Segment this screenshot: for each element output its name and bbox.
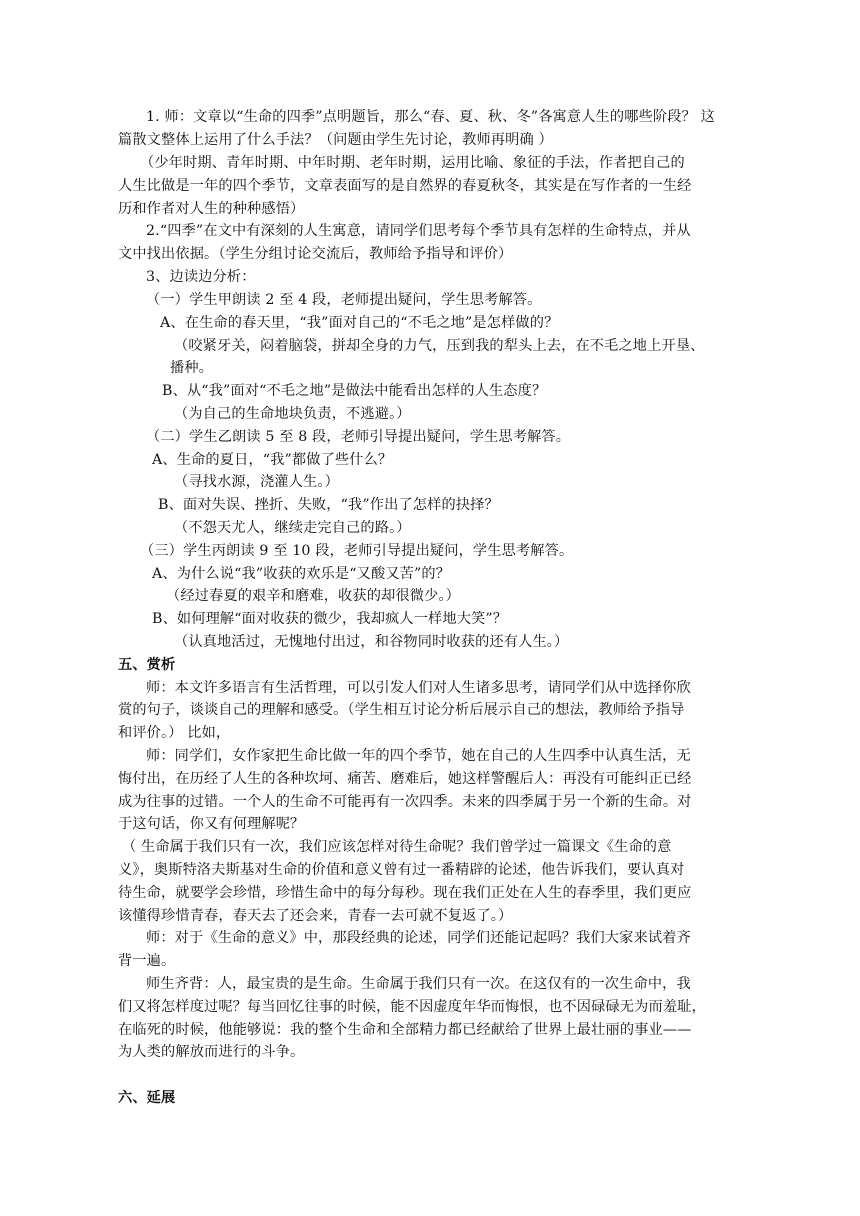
text-line: （为自己的生命地块负责，不逃避。） [174, 406, 411, 422]
text-line: （咬紧牙关，闷着脑袋，拼却全身的力气，压到我的犁头上去，在不毛之地上开垦、 [174, 338, 705, 354]
text-line: 该懂得珍惜青春，春天去了还会来，青春一去可就不复返了。） [118, 908, 513, 924]
text-line: 于这句话，你又有何理解呢？ [118, 816, 305, 832]
text-line: 人生比做是一年的四个季节，文章表面写的是自然界的春夏秋冬，其实是在写作者的一生经 [118, 178, 692, 194]
text-line: A、在生命的春天里，“我”面对自己的“不毛之地”是怎样做的？ [160, 315, 559, 331]
section-heading-extension: 六、延展 [118, 1090, 176, 1106]
text-line: B、如何理解“面对收获的微少，我却疯人一样地大笑”？ [152, 611, 508, 627]
text-line: 篇散文整体上运用了什么手法？（问题由学生先讨论，教师再明确 ） [118, 132, 553, 148]
text-line: 和评价。） 比如， [118, 725, 231, 741]
text-line: 师：同学们，女作家把生命比做一年的四个季节，她在自己的人生四季中认真生活，无 [146, 748, 691, 764]
text-line: 背一遍。 [118, 953, 176, 969]
text-line: 待生命，就要学会珍惜，珍惜生命中的每分每秒。现在我们正处在人生的春季里，我们更应 [118, 885, 692, 901]
text-line: （认真地活过，无愧地付出过，和谷物同时收获的还有人生。） [174, 634, 569, 650]
text-line: 义》，奥斯特洛夫斯基对生命的价值和意义曾有过一番精辟的论述，他告诉我们，要认真对 [118, 862, 685, 878]
text-line: （经过春夏的艰辛和磨难，收获的却很微少。） [166, 588, 460, 604]
text-line: 赏的句子，谈谈自己的理解和感受。（学生相互讨论分析后展示自己的想法，教师给予指导 [118, 702, 685, 718]
text-line: B、面对失误、挫折、失败，“我”作出了怎样的抉择？ [158, 497, 499, 513]
text-line: A、为什么说“我”收获的欢乐是“又酸又苦”的？ [152, 566, 451, 582]
text-line: 历和作者对人生的种种感悟） [118, 201, 305, 217]
text-line: （二）学生乙朗读 5 至 8 段，老师引导提出疑问，学生思考解答。 [146, 429, 571, 445]
text-line: （ 生命属于我们只有一次，我们应该怎样对待生命呢？我们曾学过一篇课文《生命的意 [122, 839, 672, 855]
text-line: 悔付出，在历经了人生的各种坎坷、痛苦、磨难后，她这样警醒后人：再没有可能纠正已经 [118, 771, 692, 787]
text-line: 播种。 [170, 360, 214, 376]
text-line: 在临死的时候，他能够说：我的整个生命和全部精力都已经献给了世界上最壮丽的事业—— [118, 1022, 692, 1038]
text-line: A、生命的夏日，“我”都做了些什么？ [152, 452, 393, 468]
text-line: 1. 师：文章以“生命的四季”点明题旨，那么“春、夏、秋、冬”各寓意人生的哪些阶段？ 这 [146, 109, 715, 125]
text-line: 师生齐背：人，最宝贵的是生命。生命属于我们只有一次。在这仅有的一次生命中，我 [146, 976, 691, 992]
text-line: （少年时期、青年时期、中年时期、老年时期，运用比喻、象征的手法，作者把自己的 [140, 155, 685, 171]
text-line: （不怨天尤人，继续走完自己的路。） [174, 520, 411, 536]
text-line: 2.“四季”在文中有深刻的人生寓意，请同学们思考每个季节具有怎样的生命特点，并从 [146, 223, 691, 239]
text-line: 师：对于《生命的意义》中，那段经典的论述，同学们还能记起吗？我们大家来试着齐 [146, 930, 691, 946]
text-line: （寻找水源，浇灌人生。） [174, 474, 339, 490]
section-heading-appreciation: 五、赏析 [118, 657, 176, 673]
text-line: 文中找出依据。（学生分组讨论交流后，教师给予指导和评价） [118, 246, 513, 262]
text-line: 成为往事的过错。一个人的生命不可能再有一次四季。未来的四季属于另一个新的生命。对 [118, 794, 692, 810]
text-line: 为人类的解放而进行的斗争。 [118, 1044, 305, 1060]
text-line: 们又将怎样度过呢？每当回忆往事的时候，能不因虚度年华而悔恨，也不因碌碌无为而羞耻， [118, 999, 706, 1015]
text-line: B、从“我”面对“不毛之地”是做法中能看出怎样的人生态度？ [162, 383, 547, 399]
text-line: （三）学生丙朗读 9 至 10 段，老师引导提出疑问，学生思考解答。 [140, 543, 574, 559]
text-line: 师：本文许多语言有生活哲理，可以引发人们对人生诸多思考，请同学们从中选择你欣 [146, 680, 691, 696]
text-line: 3、边读边分析： [146, 269, 256, 285]
text-line: （一）学生甲朗读 2 至 4 段，老师提出疑问，学生思考解答。 [146, 292, 542, 308]
